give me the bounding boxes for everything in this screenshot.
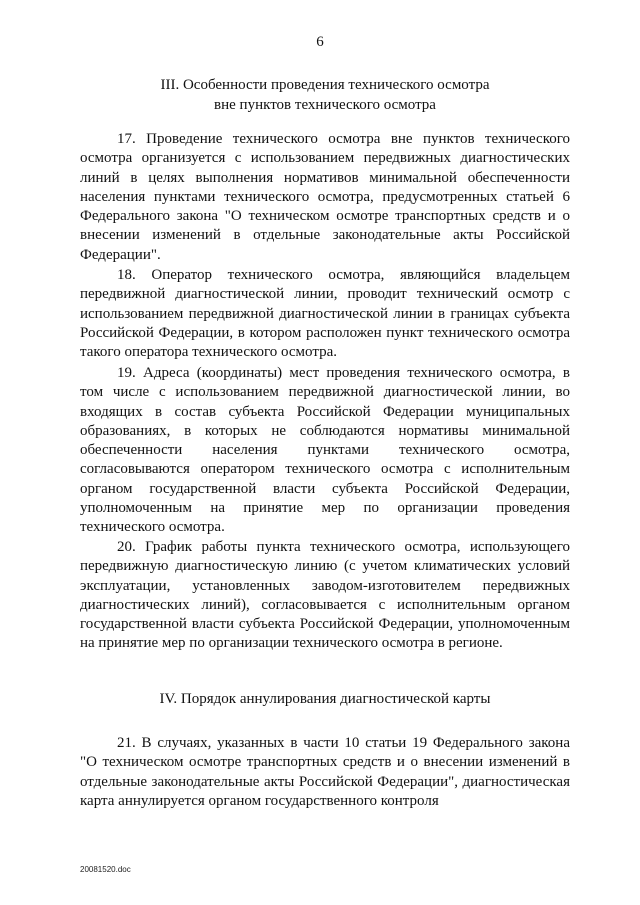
paragraph-18: 18. Оператор технического осмотра, являющийся владельцем передвижной диагностической линии, проводит технический осмотр с использованием передвижной диагностической линии в границах субъекта Российской Федерации, в котором расположен пункт технического осмотра такого оператора технического осмотра. (80, 267, 570, 361)
section-4-heading: IV. Порядок аннулирования диагностической карты (159, 691, 491, 707)
paragraph-17: 17. Проведение технического осмотра вне пунктов технического осмотра организуется с использованием передвижных диагностических линий в целях выполнения нормативов минимальной обеспеченности населения пунктами технического осмотра, предусмотренных статьей 6 Федерального закона "О техническом осмотре транспортных средств и о внесении изменений в отдельные законодательные акты Российской Федерации". (80, 131, 570, 263)
section-3-heading (80, 76, 570, 115)
paragraph-20: 20. График работы пункта технического осмотра, использующего передвижную диагностическую линию (с учетом климатических условий эксплуатации, установленных заводом-изготовителем передвижных диагностических линий), согласовывается с исполнительным органом государственной власти субъекта Российской Федерации, уполномоченным на принятие мер по организации технического осмотра в регионе. (80, 539, 570, 652)
paragraph-19: 19. Адреса (координаты) мест проведения технического осмотра, в том числе с использованием передвижной диагностической линии, во входящих в состав субъекта Российской Федерации муниципальных образованиях, в которых не соблюдаются нормативы минимальной обеспеченности населения пунктами технического осмотра, согласовываются оператором технического осмотра с исполнительным органом государственной власти субъекта Российской Федерации, уполномоченным на принятие мер по организации проведения технического осмотра. (80, 365, 570, 536)
page-number: 6 (316, 34, 324, 50)
file-name-footer: 20081520.doc (80, 865, 131, 874)
section-3-title-line-2: вне пунктов технического осмотра (214, 96, 436, 113)
section-3-title-line-1: III. Особенности проведения технического осмотра (160, 77, 490, 93)
paragraph-21: 21. В случаях, указанных в части 10 статьи 19 Федерального закона "О техническом осмотре транспортных средств и о внесении изменений в отдельные законодательные акты Российской Федерации", диагностическая карта аннулируется органом государственного контроля (80, 735, 570, 809)
